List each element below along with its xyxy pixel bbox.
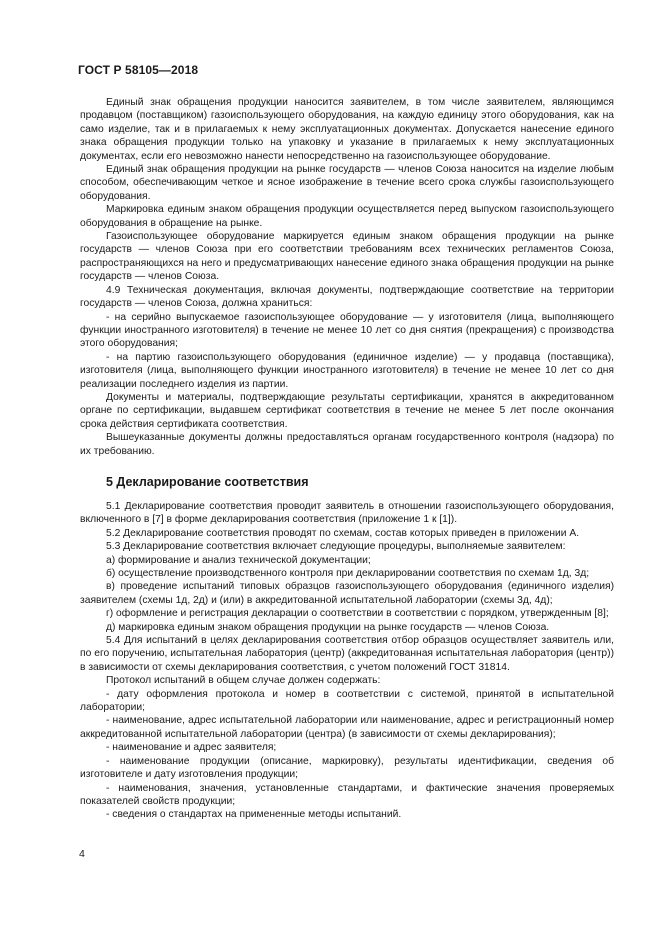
paragraph: Газоиспользующее оборудование маркируется единым знаком обращения продукции на рынке государств — членов Союза при его соответствии требованиям всех технических регламентов Союза, распространяющихся на него и предусматривающих нанесение единого знака обращения продукции на рынке государств — членов Союза. bbox=[80, 231, 614, 283]
clause-5-1: 5.1 Декларирование соответствия проводит заявитель в отношении газоиспользующего оборудования, включенного в [7] в форме декларирования соответствия (приложение 1 к [1]). bbox=[80, 500, 614, 526]
paragraph: Маркировка единым знаком обращения продукции осуществляется перед выпуском газоиспользующего оборудования в обращение на рынке. bbox=[80, 204, 614, 229]
document-body bbox=[80, 96, 614, 822]
clause-5-3: 5.3 Декларирование соответствия включает следующие процедуры, выполняемые заявителем: bbox=[106, 541, 566, 553]
section-title: 5 Декларирование соответствия bbox=[106, 474, 309, 489]
list-item: - наименование, адрес испытательной лаборатории или наименование, адрес и регистрационный номер аккредитованной испытательной лаборатории (центра) (в зависимости от схемы декларирования); bbox=[80, 715, 614, 740]
list-item: - наименование и адрес заявителя; bbox=[106, 742, 277, 754]
clause-5-4: 5.4 Для испытаний в целях декларирования соответствия отбор образцов осуществляет заявитель или, по его поручению, испытательная лаборатория (центр) (аккредитованная испытательная лаборатория (центр)) в зависимости от схемы декларирования соответствия, с учетом положений ГОСТ 31814. bbox=[80, 635, 614, 673]
paragraph: Документы и материалы, подтверждающие результаты сертификации, хранятся в аккредитованном органе по сертификации, выдавшем сертификат соответствия в течение не менее 5 лет после окончания срока действия сертификата соответствия. bbox=[80, 391, 614, 430]
list-item: а) формирование и анализ технической документации; bbox=[106, 554, 371, 566]
document-header: ГОСТ Р 58105—2018 bbox=[78, 63, 199, 77]
clause-5-2: 5.2 Декларирование соответствия проводят по схемам, состав которых приведен в приложении А. bbox=[106, 527, 580, 539]
list-item: - наименование продукции (описание, маркировку), результаты идентификации, сведения об изготовителе и дату изготовления продукции; bbox=[80, 755, 614, 781]
paragraph: Единый знак обращения продукции на рынке государств — членов Союза наносится на изделие любым способом, обеспечивающим четкое и ясное изображение в течение всего срока службы газоиспользующего оборудования. bbox=[80, 164, 614, 202]
paragraph: Единый знак обращения продукции наносится заявителем, в том числе заявителем, являющимся продавцом (поставщиком) газоиспользующего оборудования, на каждую единицу этого оборудования, как на само изделие, так и в прилагаемых к нему эксплуатационных документах. Допускается нанесение единого знака обращения продукции только на упаковку и указание в прилагаемых к нему эксплуатационных документах, если его невозможно нанести непосредственно на газоиспользующее оборудование. bbox=[80, 97, 614, 162]
list-item: г) оформление и регистрация декларации о соответствии в соответствии с порядком, утвержденным [8]; bbox=[106, 608, 609, 620]
list-item: - наименования, значения, установленные стандартами, и фактические значения проверяемых показателей свойств продукции; bbox=[80, 782, 614, 807]
page-number: 4 bbox=[79, 848, 85, 860]
list-item: д) маркировка единым знаком обращения продукции на рынке государств — членов Союза. bbox=[106, 621, 550, 633]
list-item: - дату оформления протокола и номер в соответствии с системой, принятой в испытательной лаборатории; bbox=[80, 688, 614, 714]
list-item: - на серийно выпускаемое газоиспользующее оборудование — у изготовителя (лица, выполняющего функции иностранного изготовителя) в течение не менее 10 лет со дня снятия (прекращения) с производства этого оборудования; bbox=[80, 311, 614, 350]
list-item: в) проведение испытаний типовых образцов газоиспользующего оборудования (единичного изделия) заявителем (схемы 1д, 2д) и (или) в аккредитованной испытательной лаборатории (схемы 3д, 4д); bbox=[80, 581, 614, 606]
paragraph: Вышеуказанные документы должны предоставляться органам государственного контроля (надзора) по их требованию. bbox=[80, 432, 614, 457]
list-item: - сведения о стандартах на примененные методы испытаний. bbox=[106, 809, 402, 821]
paragraph: Протокол испытаний в общем случае должен содержать: bbox=[106, 675, 381, 687]
list-item: - на партию газоиспользующего оборудования (единичное изделие) — у продавца (поставщика), изготовителя (лица, выполняющего функции иностранного изготовителя) в течение не менее 10 лет со дня реализации последнего изделия из партии. bbox=[80, 351, 614, 390]
list-item: б) осуществление производственного контроля при декларировании соответствия по схемам 1д, 3д; bbox=[106, 568, 590, 579]
clause-4-9: 4.9 Техническая документация, включая документы, подтверждающие соответствие на территории государств — членов Союза, должна храниться: bbox=[80, 284, 614, 310]
